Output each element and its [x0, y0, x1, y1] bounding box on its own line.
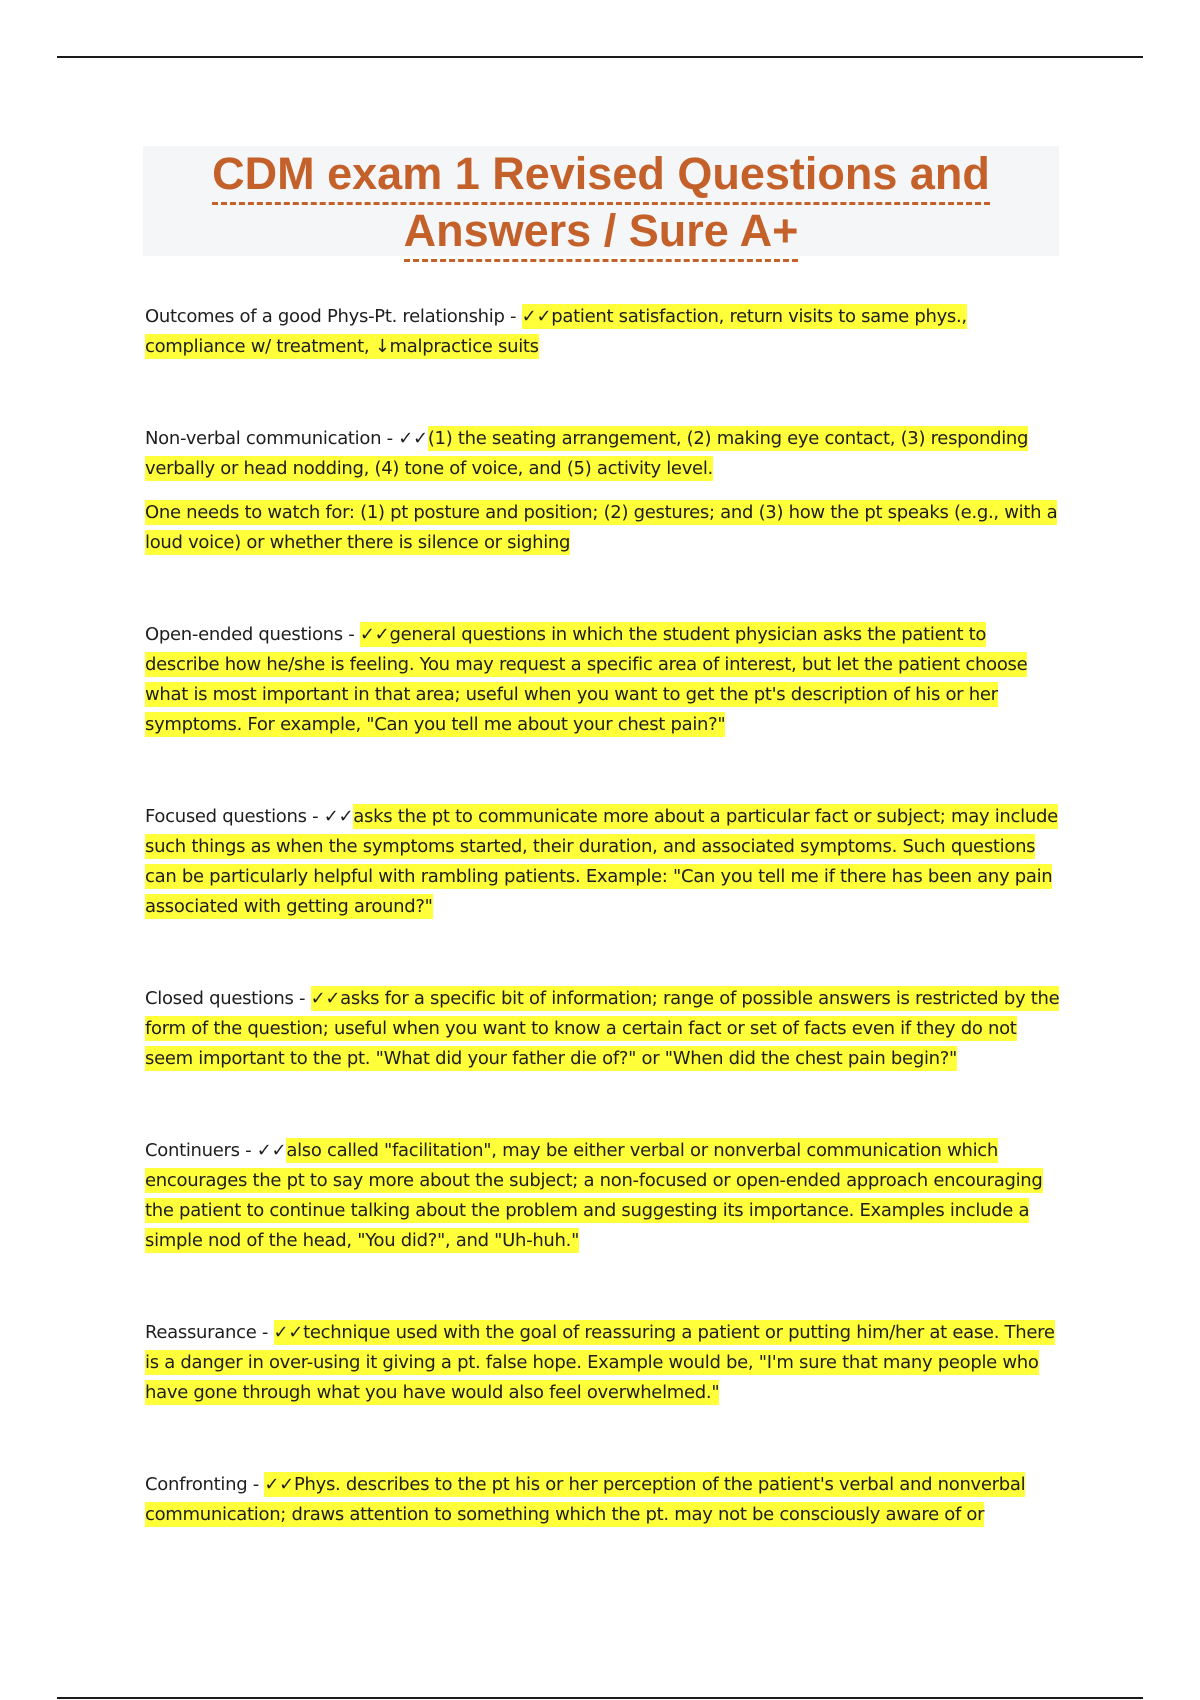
entry-definition: general questions in which the student physician asks the patient to describe how he/she is feeling. You may request a specific area of interest, but let the patient choose what is most important in that area; useful when you want to get the pt's description of his or her symptoms. For example, "Can you tell me about your chest pain?": [145, 624, 1028, 735]
double-check-icon: ✓✓: [323, 806, 354, 827]
entry-definition: patient satisfaction, return visits to same phys., compliance w/ treatment, ↓malpractice suits: [145, 306, 967, 357]
entry-definition: also called "facilitation", may be either verbal or nonverbal communication which encourages the pt to say more about the subject; a non-focused or open-ended approach encouraging the patient to continue talking about the problem and suggesting its importance. Examples include a simple nod of the head, "You did?", and "Uh-huh.": [145, 1140, 1043, 1251]
entry-definition: asks for a specific bit of information; range of possible answers is restricted by the form of the question; useful when you want to know a certain fact or set of facts even if they do not seem important to the pt. "What did your father die of?" or "When did the chest pain begin?": [145, 988, 1060, 1069]
entry-term: Open-ended questions -: [145, 624, 360, 645]
entry-definition: Phys. describes to the pt his or her perception of the patient's verbal and nonverbal communication; draws attention to something which the pt. may not be consciously aware of or: [145, 1474, 1026, 1525]
qa-entry: [145, 424, 1060, 558]
qa-entry: [145, 302, 1060, 362]
entry-term: Continuers -: [145, 1140, 257, 1161]
qa-entry: [145, 1136, 1060, 1256]
double-check-icon: ✓✓: [310, 988, 341, 1009]
bottom-rule: [57, 1697, 1143, 1699]
entry-term: Outcomes of a good Phys-Pt. relationship -: [145, 306, 522, 327]
qa-entry: [145, 620, 1060, 740]
title-line-2: Answers / Sure A+: [404, 203, 799, 262]
top-rule: [57, 56, 1143, 58]
entry-term: Closed questions -: [145, 988, 311, 1009]
qa-list: [145, 302, 1060, 1530]
qa-entry: [145, 1318, 1060, 1408]
entry-definition: asks the pt to communicate more about a particular fact or subject; may include such things as when the symptoms started, their duration, and associated symptoms. Such questions can be particularly helpful with rambling patients. Example: "Can you tell me if there has been any pain associated with getting around?": [145, 806, 1058, 917]
double-check-icon: ✓✓: [256, 1140, 287, 1161]
entry-definition: technique used with the goal of reassuring a patient or putting him/her at ease. There is a danger in over-using it giving a pt. false hope. Example would be, "I'm sure that many people who have gone through what you have would also feel overwhelmed.": [145, 1322, 1055, 1403]
double-check-icon: ✓✓: [359, 624, 390, 645]
entry-extra: One needs to watch for: (1) pt posture and position; (2) gestures; and (3) how the pt speaks (e.g., with a loud voice) or whether there is silence or sighing: [145, 502, 1058, 553]
entry-term: Confronting -: [145, 1474, 265, 1495]
double-check-icon: ✓✓: [273, 1322, 304, 1343]
double-check-icon: ✓✓: [264, 1474, 294, 1495]
entry-term: Non-verbal communication -: [145, 428, 399, 449]
qa-entry: [145, 1470, 1060, 1530]
double-check-icon: ✓✓: [398, 428, 428, 449]
entry-term: Focused questions -: [145, 806, 324, 827]
document-title: [143, 146, 1059, 256]
title-line-1: CDM exam 1 Revised Questions and: [212, 146, 990, 205]
entry-term: Reassurance -: [145, 1322, 274, 1343]
entry-definition: (1) the seating arrangement, (2) making eye contact, (3) responding verbally or head nodding, (4) tone of voice, and (5) activity level.: [145, 428, 1029, 479]
double-check-icon: ✓✓: [521, 306, 552, 327]
qa-entry: [145, 984, 1060, 1074]
qa-entry: [145, 802, 1060, 922]
